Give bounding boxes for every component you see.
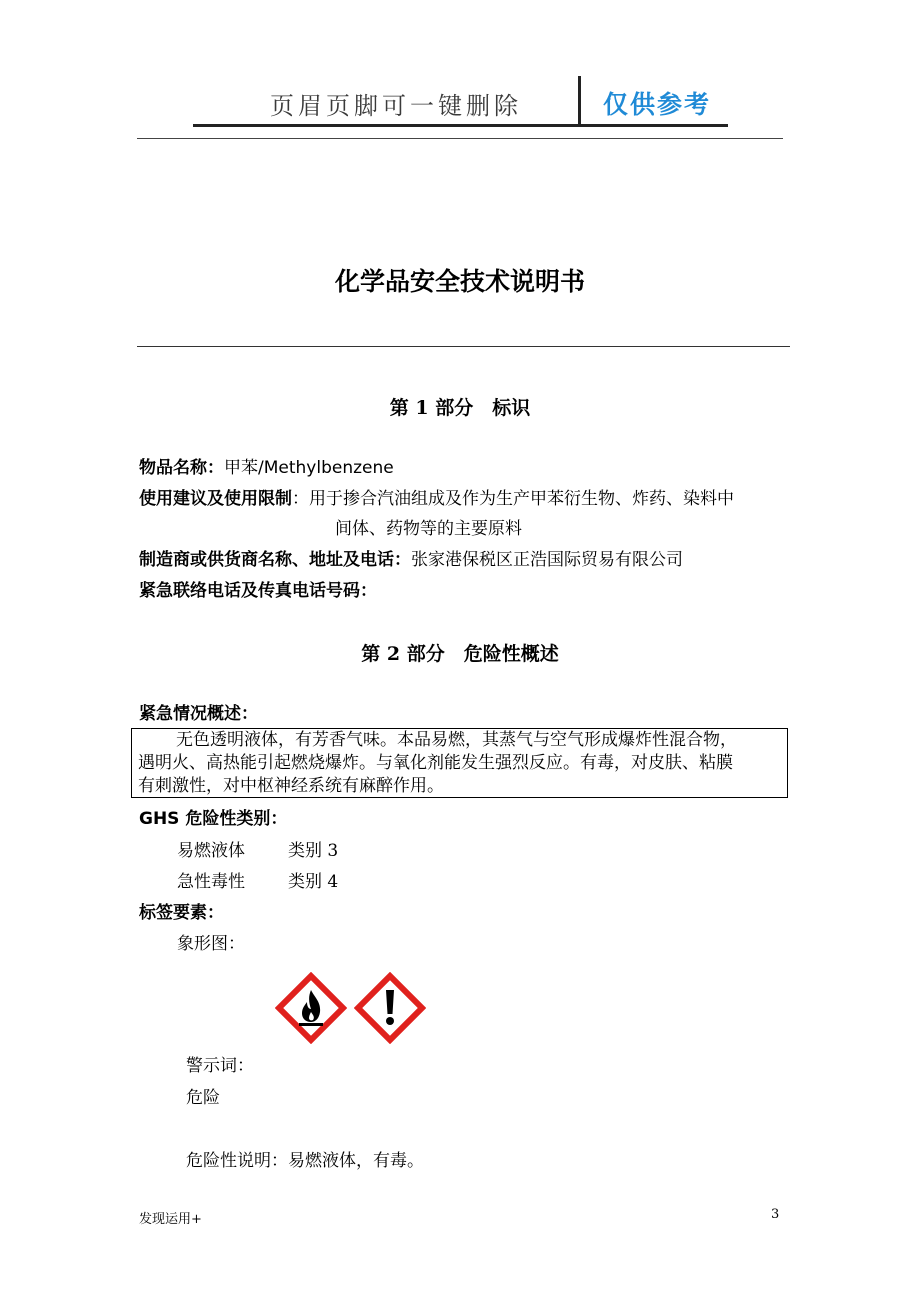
- label-elements-label: 标签要素：: [139, 903, 224, 923]
- header-rule: [137, 138, 783, 139]
- title-rule: [137, 346, 790, 347]
- emergency-phone-label: 紧急联络电话及传真电话号码：: [139, 581, 377, 601]
- overview-line-1: 无色透明液体，有芳香气味。本品易燃，其蒸气与空气形成爆炸性混合物，: [176, 730, 737, 750]
- overview-line-2: 遇明火、高热能引起燃烧爆炸。与氧化剂能发生强烈反应。有毒，对皮肤、粘膜: [138, 753, 733, 773]
- header-reference-text: 仅供参考: [603, 90, 712, 119]
- ghs-category-1: 类别 3: [288, 841, 339, 861]
- ghs-hazard-1: 易燃液体: [177, 841, 245, 861]
- pictogram-label: 象形图：: [177, 934, 245, 954]
- ghs-category-2: 类别 4: [288, 872, 339, 892]
- emergency-overview-box: [131, 728, 788, 798]
- header-watermark-text: 页眉页脚可一键删除: [270, 92, 522, 120]
- exclamation-mark-icon: [354, 972, 426, 1044]
- usage-value-line2: 间体、药物等的主要原料: [335, 519, 522, 539]
- hazard-statement-line: [186, 1150, 424, 1172]
- ghs-label: GHS 危险性类别：: [139, 809, 288, 829]
- footer-text: 发现运用+: [139, 1212, 202, 1227]
- hazard-statement-label: 危险性说明：: [186, 1151, 288, 1171]
- document-title: 化学品安全技术说明书: [334, 267, 585, 296]
- product-name-line: [139, 457, 394, 479]
- flame-icon: [275, 972, 347, 1044]
- usage-line: [139, 488, 734, 510]
- part2-heading: 第 2 部分 危险性概述: [361, 643, 559, 665]
- part1-heading: 第 1 部分 标识: [389, 397, 531, 419]
- supplier-label: 制造商或供货商名称、地址及电话：: [139, 550, 411, 570]
- emergency-overview-label: 紧急情况概述：: [139, 704, 258, 724]
- ghs-hazard-2: 急性毒性: [177, 872, 245, 892]
- hazard-statement-value: 易燃液体，有毒。: [288, 1151, 424, 1171]
- page-number: 3: [771, 1207, 780, 1222]
- supplier-line: [139, 549, 683, 571]
- signal-word-label: 警示词：: [186, 1056, 254, 1076]
- header-underline: [193, 124, 728, 127]
- supplier-value: 张家港保税区正浩国际贸易有限公司: [411, 550, 683, 570]
- usage-label: 使用建议及使用限制: [139, 489, 292, 509]
- signal-word-value: 危险: [186, 1088, 220, 1108]
- product-name-value: 甲苯/Methylbenzene: [224, 458, 394, 478]
- usage-value-line1: ：用于掺合汽油组成及作为生产甲苯衍生物、炸药、染料中: [292, 489, 734, 509]
- overview-line-3: 有刺激性，对中枢神经系统有麻醉作用。: [138, 776, 444, 796]
- product-name-label: 物品名称：: [139, 458, 224, 478]
- header-separator: [578, 76, 581, 124]
